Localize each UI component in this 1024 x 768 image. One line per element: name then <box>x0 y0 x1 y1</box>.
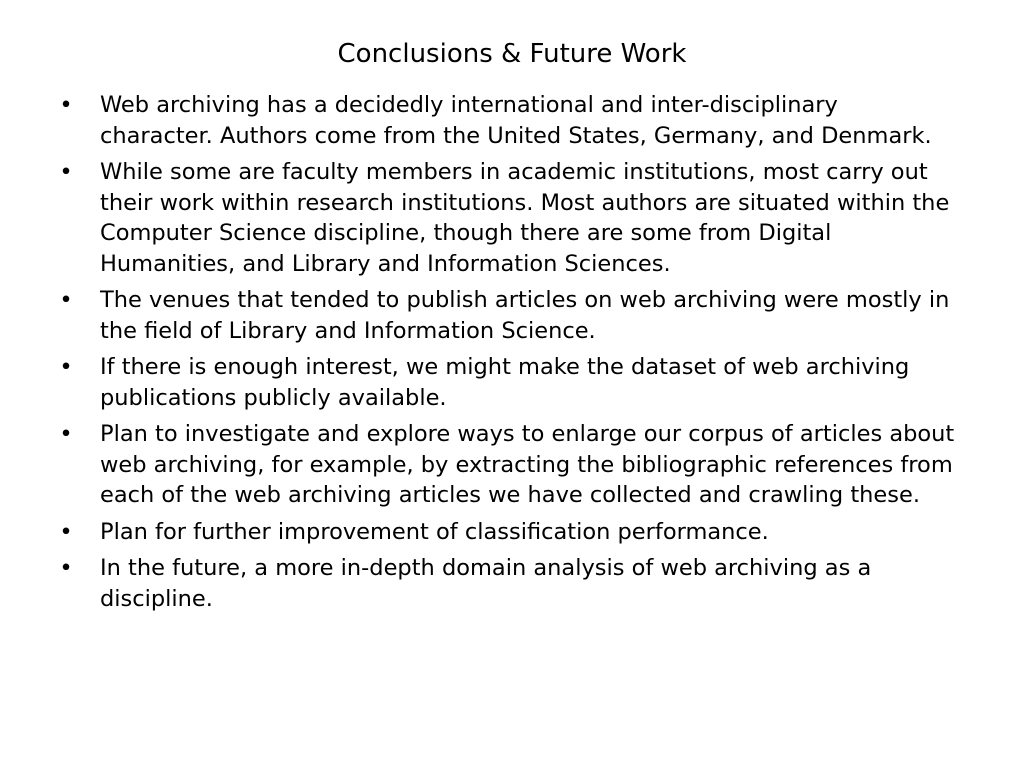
slide-title: Conclusions & Future Work <box>337 39 687 69</box>
bullet-text: Plan for further improvement of classification performance. <box>100 518 769 545</box>
bullet-item <box>56 352 956 413</box>
bullet-item <box>56 517 956 548</box>
bullet-item <box>56 419 956 511</box>
bullet-text: The venues that tended to publish articles on web archiving were mostly in the field of Library and Information Science. <box>100 287 950 344</box>
bullet-text: While some are faculty members in academic institutions, most carry out their work within research institutions. Most authors are situated within the Computer Science discipline, though there are some from Digital Humanities, and Library and Information Sciences. <box>100 159 950 277</box>
bullet-item <box>56 553 956 614</box>
bullet-dot-icon: • <box>59 92 73 118</box>
bullet-item <box>56 285 956 346</box>
bullet-list <box>56 90 956 620</box>
bullet-dot-icon: • <box>59 287 73 313</box>
bullet-dot-icon: • <box>59 518 73 545</box>
bullet-dot-icon: • <box>59 354 73 380</box>
bullet-text: If there is enough interest, we might make the dataset of web archiving publications publicly available. <box>100 354 910 411</box>
bullet-dot-icon: • <box>59 159 73 185</box>
bullet-text: Web archiving has a decidedly international and inter-disciplinary character. Authors come from the United States, Germany, and Denmark. <box>100 92 932 149</box>
bullet-text: In the future, a more in-depth domain analysis of web archiving as a discipline. <box>100 555 872 612</box>
bullet-item <box>56 157 956 279</box>
bullet-item <box>56 90 956 151</box>
bullet-dot-icon: • <box>59 421 73 447</box>
bullet-dot-icon: • <box>59 555 73 581</box>
bullet-text: Plan to investigate and explore ways to enlarge our corpus of articles about web archiving, for example, by extracting the bibliographic references from each of the web archiving articles we have collected and crawling these. <box>100 421 955 508</box>
